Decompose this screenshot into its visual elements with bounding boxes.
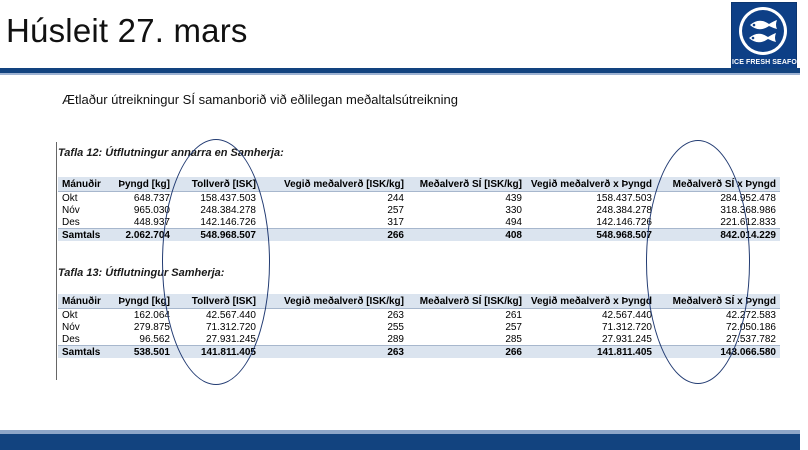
table-cell: 42.272.583 [725,309,776,321]
column-header: Tollverð [ISK] [174,294,260,309]
document-excerpt [56,142,776,380]
column-header: Vegið meðalverð [ISK/kg] [260,177,408,192]
column-header: Vegið meðalverð x Þyngd [526,177,656,192]
table-cell: 284.952.478 [720,192,776,204]
table-cell: 162.064 [133,309,170,321]
table-cell: Des [62,216,80,228]
column-header: Tollverð [ISK] [174,177,260,192]
table12-label: Tafla 12: Útflutningur annarra en Samherja: [58,147,284,159]
total-cell: 842.014.229 [656,229,780,242]
slide-subtitle: Ætlaður útreikningur SÍ samanborið við eðlilegan meðaltalsútreikning [62,92,458,107]
table-cell: 285 [505,333,522,345]
highlight-oval-tollverd [162,139,270,385]
table-cell: 27.537.782 [725,333,776,345]
table-cell: 248.384.278 [596,204,652,216]
column-header: Mánuðir [58,177,106,192]
table-cell: 72.050.186 [725,321,776,333]
page-title: Húsleit 27. mars [6,12,248,49]
table-cell: 439 [505,192,522,204]
total-cell: 141.811.405 [526,346,656,359]
table-cell: 158.437.503 [596,192,652,204]
table-cell: 448.937 [133,216,170,228]
table-cell: 248.384.278 [200,204,256,216]
column-header: Vegið meðalverð [ISK/kg] [260,294,408,309]
table-cell: 71.312.720 [601,321,652,333]
table-cell: 261 [505,309,522,321]
table-cell: 221.612.833 [720,216,776,228]
table-cell: Okt [62,309,78,321]
total-cell: Samtals [58,229,106,242]
excerpt-left-edge [56,142,57,380]
total-cell: 266 [260,229,408,242]
total-cell: 263 [260,346,408,359]
table-cell: Okt [62,192,78,204]
table-cell: 263 [387,309,404,321]
table-cell: 142.146.726 [596,216,652,228]
total-cell: 538.501 [106,346,174,359]
total-cell: 143.066.580 [656,346,780,359]
table-cell: 27.931.245 [601,333,652,345]
column-header: Mánuðir [58,294,106,309]
table-cell: 648.737 [133,192,170,204]
table-cell: 96.562 [139,333,170,345]
column-header: Þyngd [kg] [106,294,174,309]
highlight-oval-si-weighted [646,140,750,384]
total-cell: 141.811.405 [174,346,260,359]
column-header: Meðalverð SÍ x Þyngd [656,177,780,192]
column-header: Meðalverð SÍ [ISK/kg] [408,177,526,192]
table-cell: 42.567.440 [205,309,256,321]
table-cell: 318.368.986 [720,204,776,216]
footer-bar [0,434,800,450]
total-cell: 266 [408,346,526,359]
table-cell: Nóv [62,321,80,333]
fish-logo-icon [739,7,787,55]
column-header: Vegið meðalverð x Þyngd [526,294,656,309]
table-cell: 257 [505,321,522,333]
column-header: Þyngd [kg] [106,177,174,192]
table-cell: 255 [387,321,404,333]
total-cell: 548.968.507 [174,229,260,242]
table-cell: Des [62,333,80,345]
table-cell: Nóv [62,204,80,216]
total-cell: 548.968.507 [526,229,656,242]
header-bar-shadow [0,73,800,75]
table-cell: 330 [505,204,522,216]
total-cell: Samtals [58,346,106,359]
total-cell: 408 [408,229,526,242]
table13-label: Tafla 13: Útflutningur Samherja: [58,267,225,279]
table-cell: 142.146.726 [200,216,256,228]
company-logo [731,2,808,69]
table-cell: 257 [387,204,404,216]
column-header: Meðalverð SÍ [ISK/kg] [408,294,526,309]
table-cell: 158.437.503 [200,192,256,204]
table-cell: 289 [387,333,404,345]
table-cell: 279.875 [133,321,170,333]
total-cell: 2.062.704 [106,229,174,242]
table-cell: 27.931.245 [205,333,256,345]
table-cell: 71.312.720 [205,321,256,333]
table-cell: 965.030 [133,204,170,216]
table-cell: 494 [505,216,522,228]
logo-text: ICE FRESH SEAFOOD [732,59,808,66]
table-cell: 244 [387,192,404,204]
table-cell: 317 [387,216,404,228]
table-cell: 42.567.440 [601,309,652,321]
column-header: Meðalverð SÍ x Þyngd [656,294,780,309]
